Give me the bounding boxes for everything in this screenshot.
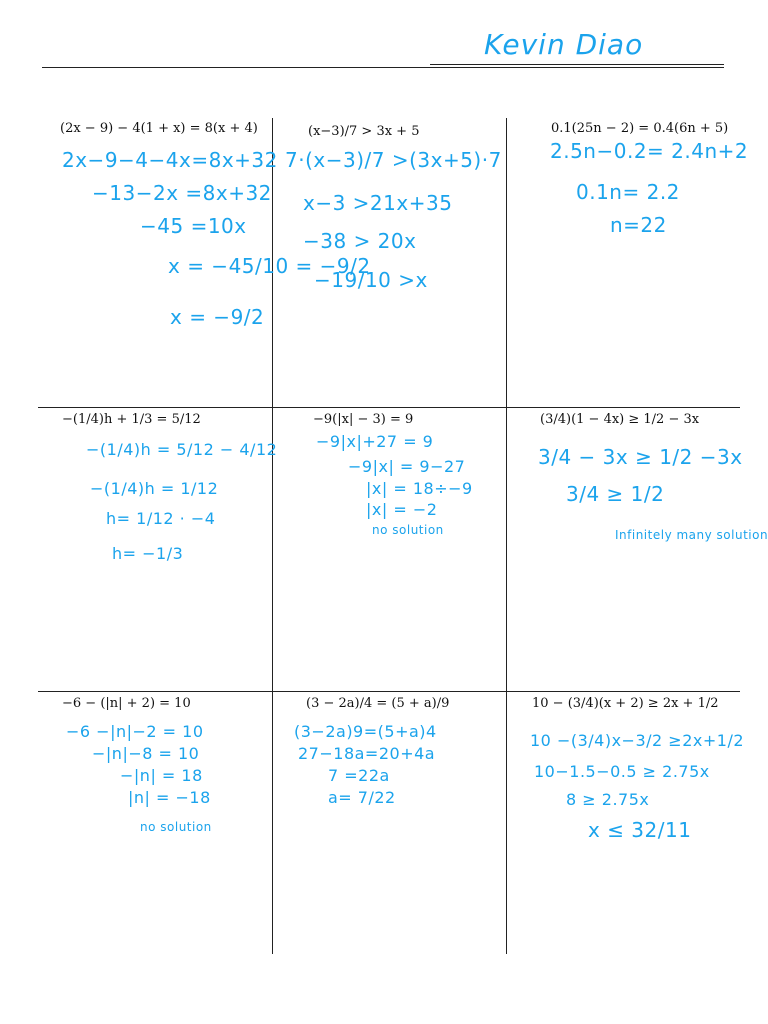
name-underline [430,64,724,65]
problem-5-work-2: −9|x| = 9−27 [348,457,466,476]
problem-6-work-2: 3/4 ≥ 1/2 [566,482,665,506]
problem-3-work-1: 2.5n−0.2= 2.4n+2 [550,139,749,163]
problem-7-prompt: −6 − (|n| + 2) = 10 [62,696,191,711]
problem-8-prompt: (3 − 2a)/4 = (5 + a)/9 [306,696,450,711]
problem-4-prompt: −(1/4)h + 1/3 = 5/12 [62,412,201,427]
problem-1-work-2: −13−2x =8x+32 [92,181,272,205]
problem-8-work-4: a= 7/22 [328,788,396,807]
problem-4-work-1: −(1/4)h = 5/12 − 4/12 [86,440,278,459]
problem-6-work-1: 3/4 − 3x ≥ 1/2 −3x [538,445,743,469]
problem-7-work-2: −|n|−8 = 10 [92,744,200,763]
problem-3-prompt: 0.1(25n − 2) = 0.4(6n + 5) [551,121,729,136]
problem-3-work-3: n=22 [610,213,667,237]
problem-9-work-4: x ≤ 32/11 [588,818,692,842]
problem-5-work-1: −9|x|+27 = 9 [316,432,434,451]
problem-7-work-5: no solution [140,820,212,834]
problem-5-work-5: no solution [372,523,444,537]
problem-7-work-3: −|n| = 18 [120,766,203,785]
problem-2-work-3: −38 > 20x [303,229,417,253]
problem-9-prompt: 10 − (3/4)(x + 2) ≥ 2x + 1/2 [532,696,719,711]
problem-6-prompt: (3/4)(1 − 4x) ≥ 1/2 − 3x [540,412,700,427]
grid-horizontal-2 [38,691,740,692]
problem-9-work-1: 10 −(3/4)x−3/2 ≥2x+1/2 [530,731,745,750]
problem-3-work-2: 0.1n= 2.2 [576,180,680,204]
problem-1-work-4: x = −45/10 = −9/2 [168,254,371,278]
grid-vertical-2 [506,118,507,954]
problem-4-work-2: −(1/4)h = 1/12 [90,479,219,498]
problem-1-work-3: −45 =10x [140,214,247,238]
problem-4-work-4: h= −1/3 [112,544,184,563]
problem-2-work-1: 7·(x−3)/7 >(3x+5)·7 [285,148,502,172]
problem-2-work-4: −19/10 >x [314,268,428,292]
problem-9-work-3: 8 ≥ 2.75x [566,790,650,809]
problem-8-work-1: (3−2a)9=(5+a)4 [294,722,437,741]
problem-1-work-5: x = −9/2 [170,305,265,329]
problem-4-work-3: h= 1/12 · −4 [106,509,216,528]
problem-1-prompt: (2x − 9) − 4(1 + x) = 8(x + 4) [60,121,258,136]
student-name: Kevin Diao [484,28,644,61]
problem-5-work-4: |x| = −2 [366,500,438,519]
grid-horizontal-1 [38,407,740,408]
problem-5-work-3: |x| = 18÷−9 [366,479,473,498]
problem-5-prompt: −9(|x| − 3) = 9 [313,412,414,427]
problem-9-work-2: 10−1.5−0.5 ≥ 2.75x [534,762,710,781]
problem-6-work-3: Infinitely many solution [615,528,768,542]
header-rule [42,67,724,68]
problem-2-work-2: x−3 >21x+35 [303,191,453,215]
problem-7-work-1: −6 −|n|−2 = 10 [66,722,204,741]
problem-7-work-4: |n| = −18 [128,788,211,807]
problem-2-prompt: (x−3)/7 > 3x + 5 [308,124,420,139]
grid-vertical-1 [272,118,273,954]
problem-8-work-3: 7 =22a [328,766,390,785]
problem-1-work-1: 2x−9−4−4x=8x+32 [62,148,278,172]
problem-8-work-2: 27−18a=20+4a [298,744,436,763]
